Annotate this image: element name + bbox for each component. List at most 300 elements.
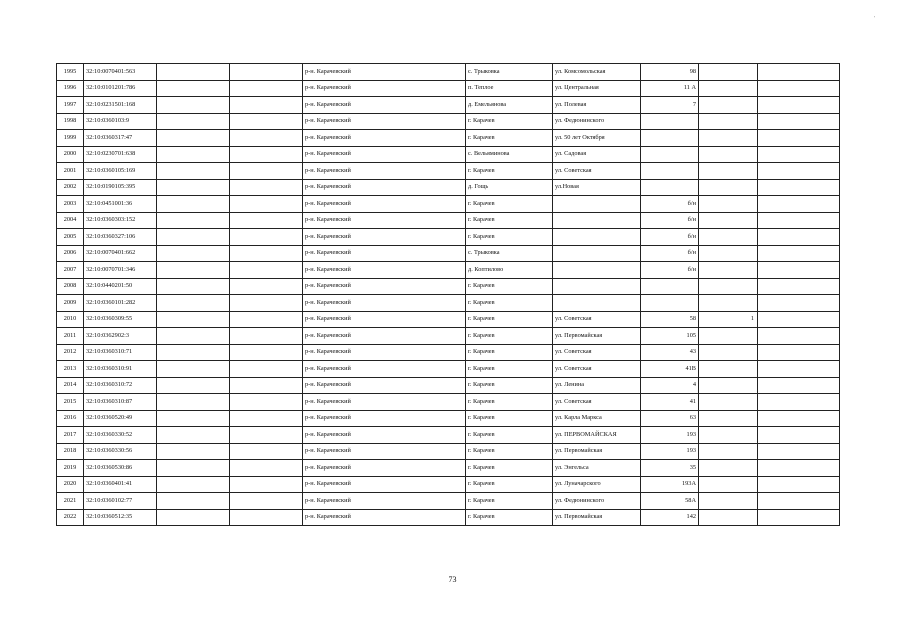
page-number: 73	[448, 575, 457, 584]
street-cell: ул. Садовая	[553, 146, 641, 163]
street-cell	[553, 295, 641, 312]
extra-value-cell	[699, 229, 758, 246]
table-row	[57, 113, 840, 130]
district-cell: р-н. Карачевский	[303, 113, 466, 130]
empty-cell	[230, 278, 303, 295]
district-cell: р-н. Карачевский	[303, 328, 466, 345]
row-number-cell: 2013	[57, 361, 84, 378]
row-number-cell: 2011	[57, 328, 84, 345]
row-number-cell: 2001	[57, 163, 84, 180]
district-cell: р-н. Карачевский	[303, 262, 466, 279]
locality-cell: п. Теплое	[466, 80, 553, 97]
extra-value-cell: 1	[699, 311, 758, 328]
street-cell: ул. Ленина	[553, 377, 641, 394]
locality-cell: г. Карачев	[466, 130, 553, 147]
extra-value-cell	[699, 295, 758, 312]
empty-cell	[230, 229, 303, 246]
row-number-cell: 2021	[57, 493, 84, 510]
district-cell: р-н. Карачевский	[303, 295, 466, 312]
empty-cell	[157, 80, 230, 97]
street-cell	[553, 229, 641, 246]
locality-cell: д. Емельянова	[466, 97, 553, 114]
cadastral-number-cell: 32:10:0451001:36	[84, 196, 157, 213]
empty-cell	[758, 113, 840, 130]
cadastral-number-cell: 32:10:0360530:86	[84, 460, 157, 477]
empty-cell	[758, 196, 840, 213]
table-row	[57, 377, 840, 394]
district-cell: р-н. Карачевский	[303, 229, 466, 246]
locality-cell: г. Карачев	[466, 196, 553, 213]
cadastral-number-cell: 32:10:0362902:3	[84, 328, 157, 345]
empty-cell	[157, 146, 230, 163]
empty-cell	[230, 245, 303, 262]
empty-cell	[157, 229, 230, 246]
district-cell: р-н. Карачевский	[303, 64, 466, 81]
house-number-cell	[641, 179, 699, 196]
house-number-cell: 63	[641, 410, 699, 427]
table-row	[57, 493, 840, 510]
locality-cell: г. Карачев	[466, 427, 553, 444]
locality-cell: г. Карачев	[466, 212, 553, 229]
district-cell: р-н. Карачевский	[303, 278, 466, 295]
empty-cell	[157, 295, 230, 312]
cadastral-number-cell: 32:10:0360330:56	[84, 443, 157, 460]
empty-cell	[758, 493, 840, 510]
cadastral-number-cell: 32:10:0360330:52	[84, 427, 157, 444]
table-row	[57, 460, 840, 477]
row-number-cell: 2007	[57, 262, 84, 279]
table-row	[57, 196, 840, 213]
empty-cell	[157, 410, 230, 427]
locality-cell: г. Карачев	[466, 493, 553, 510]
cadastral-number-cell: 32:10:0190105:395	[84, 179, 157, 196]
locality-cell: г. Карачев	[466, 377, 553, 394]
table-row	[57, 179, 840, 196]
district-cell: р-н. Карачевский	[303, 377, 466, 394]
extra-value-cell	[699, 344, 758, 361]
extra-value-cell	[699, 460, 758, 477]
empty-cell	[230, 460, 303, 477]
district-cell: р-н. Карачевский	[303, 427, 466, 444]
district-cell: р-н. Карачевский	[303, 196, 466, 213]
extra-value-cell	[699, 278, 758, 295]
house-number-cell: 98	[641, 64, 699, 81]
street-cell: ул. Луначарского	[553, 476, 641, 493]
street-cell: ул. ПЕРВОМАЙСКАЯ	[553, 427, 641, 444]
extra-value-cell	[699, 476, 758, 493]
table-row	[57, 410, 840, 427]
empty-cell	[157, 427, 230, 444]
street-cell	[553, 262, 641, 279]
table-row	[57, 394, 840, 411]
cadastral-number-cell: 32:10:0230701:638	[84, 146, 157, 163]
empty-cell	[230, 509, 303, 526]
extra-value-cell	[699, 146, 758, 163]
empty-cell	[758, 410, 840, 427]
empty-cell	[758, 229, 840, 246]
district-cell: р-н. Карачевский	[303, 361, 466, 378]
street-cell	[553, 278, 641, 295]
house-number-cell: 193	[641, 427, 699, 444]
locality-cell: д. Гощь	[466, 179, 553, 196]
cadastral-number-cell: 32:10:0360310:87	[84, 394, 157, 411]
row-number-cell: 2005	[57, 229, 84, 246]
row-number-cell: 2004	[57, 212, 84, 229]
house-number-cell: 41В	[641, 361, 699, 378]
street-cell: ул. Энгельса	[553, 460, 641, 477]
empty-cell	[230, 262, 303, 279]
empty-cell	[758, 64, 840, 81]
table-row	[57, 64, 840, 81]
registry-table	[56, 63, 840, 526]
locality-cell: г. Карачев	[466, 361, 553, 378]
locality-cell: г. Карачев	[466, 278, 553, 295]
extra-value-cell	[699, 212, 758, 229]
district-cell: р-н. Карачевский	[303, 460, 466, 477]
empty-cell	[230, 328, 303, 345]
extra-value-cell	[699, 427, 758, 444]
empty-cell	[230, 97, 303, 114]
table-row	[57, 476, 840, 493]
empty-cell	[157, 64, 230, 81]
locality-cell: г. Карачев	[466, 460, 553, 477]
empty-cell	[230, 130, 303, 147]
street-cell: ул. Карла Маркса	[553, 410, 641, 427]
empty-cell	[157, 163, 230, 180]
house-number-cell: 193А	[641, 476, 699, 493]
district-cell: р-н. Карачевский	[303, 163, 466, 180]
extra-value-cell	[699, 179, 758, 196]
table-row	[57, 295, 840, 312]
empty-cell	[157, 311, 230, 328]
house-number-cell	[641, 163, 699, 180]
empty-cell	[157, 328, 230, 345]
table-row	[57, 245, 840, 262]
street-cell: ул. Советская	[553, 344, 641, 361]
empty-cell	[758, 130, 840, 147]
empty-cell	[230, 361, 303, 378]
extra-value-cell	[699, 410, 758, 427]
empty-cell	[157, 113, 230, 130]
extra-value-cell	[699, 80, 758, 97]
row-number-cell: 2014	[57, 377, 84, 394]
empty-cell	[157, 262, 230, 279]
locality-cell: с. Трыковка	[466, 245, 553, 262]
house-number-cell: 41	[641, 394, 699, 411]
table-row	[57, 328, 840, 345]
house-number-cell: 11 А	[641, 80, 699, 97]
house-number-cell: 7	[641, 97, 699, 114]
empty-cell	[230, 377, 303, 394]
row-number-cell: 2017	[57, 427, 84, 444]
district-cell: р-н. Карачевский	[303, 394, 466, 411]
cadastral-number-cell: 32:10:0360101:282	[84, 295, 157, 312]
empty-cell	[157, 245, 230, 262]
empty-cell	[758, 295, 840, 312]
street-cell: ул.Новая	[553, 179, 641, 196]
empty-cell	[157, 97, 230, 114]
house-number-cell: б/н	[641, 196, 699, 213]
locality-cell: г. Карачев	[466, 476, 553, 493]
district-cell: р-н. Карачевский	[303, 179, 466, 196]
locality-cell: г. Карачев	[466, 328, 553, 345]
cadastral-number-cell: 32:10:0360310:71	[84, 344, 157, 361]
house-number-cell	[641, 278, 699, 295]
row-number-cell: 1999	[57, 130, 84, 147]
extra-value-cell	[699, 394, 758, 411]
row-number-cell: 2015	[57, 394, 84, 411]
empty-cell	[230, 410, 303, 427]
district-cell: р-н. Карачевский	[303, 80, 466, 97]
empty-cell	[230, 80, 303, 97]
extra-value-cell	[699, 245, 758, 262]
district-cell: р-н. Карачевский	[303, 344, 466, 361]
street-cell: ул. Федюнинского	[553, 113, 641, 130]
locality-cell: с. Трыковка	[466, 64, 553, 81]
house-number-cell: 142	[641, 509, 699, 526]
empty-cell	[758, 377, 840, 394]
empty-cell	[157, 344, 230, 361]
cadastral-number-cell: 32:10:0360310:91	[84, 361, 157, 378]
row-number-cell: 2002	[57, 179, 84, 196]
district-cell: р-н. Карачевский	[303, 493, 466, 510]
row-number-cell: 2022	[57, 509, 84, 526]
cadastral-number-cell: 32:10:0360102:77	[84, 493, 157, 510]
empty-cell	[230, 295, 303, 312]
empty-cell	[758, 179, 840, 196]
street-cell: ул. Федюнинского	[553, 493, 641, 510]
house-number-cell: 58А	[641, 493, 699, 510]
corner-mark: '	[874, 16, 876, 22]
street-cell: ул. Первомайская	[553, 443, 641, 460]
cadastral-number-cell: 32:10:0070401:563	[84, 64, 157, 81]
extra-value-cell	[699, 443, 758, 460]
house-number-cell: 105	[641, 328, 699, 345]
extra-value-cell	[699, 113, 758, 130]
street-cell: ул. Советская	[553, 163, 641, 180]
empty-cell	[758, 245, 840, 262]
empty-cell	[230, 146, 303, 163]
table-row	[57, 229, 840, 246]
street-cell: ул. Первомайская	[553, 328, 641, 345]
locality-cell: г. Карачев	[466, 229, 553, 246]
table-row	[57, 361, 840, 378]
extra-value-cell	[699, 262, 758, 279]
cadastral-number-cell: 32:10:0070401:662	[84, 245, 157, 262]
row-number-cell: 1996	[57, 80, 84, 97]
street-cell	[553, 196, 641, 213]
empty-cell	[230, 427, 303, 444]
extra-value-cell	[699, 196, 758, 213]
empty-cell	[157, 212, 230, 229]
row-number-cell: 2008	[57, 278, 84, 295]
district-cell: р-н. Карачевский	[303, 97, 466, 114]
locality-cell: г. Карачев	[466, 394, 553, 411]
extra-value-cell	[699, 377, 758, 394]
table-body	[57, 64, 840, 526]
house-number-cell: б/н	[641, 229, 699, 246]
row-number-cell: 2009	[57, 295, 84, 312]
empty-cell	[230, 179, 303, 196]
cadastral-number-cell: 32:10:0360310:72	[84, 377, 157, 394]
cadastral-number-cell: 32:10:0360303:152	[84, 212, 157, 229]
empty-cell	[230, 212, 303, 229]
empty-cell	[157, 476, 230, 493]
extra-value-cell	[699, 328, 758, 345]
table-row	[57, 344, 840, 361]
table-row	[57, 427, 840, 444]
locality-cell: с. Вельяминова	[466, 146, 553, 163]
extra-value-cell	[699, 64, 758, 81]
table-row	[57, 262, 840, 279]
cadastral-number-cell: 32:10:0360520:49	[84, 410, 157, 427]
house-number-cell	[641, 295, 699, 312]
district-cell: р-н. Карачевский	[303, 509, 466, 526]
cadastral-number-cell: 32:10:0360309:55	[84, 311, 157, 328]
district-cell: р-н. Карачевский	[303, 476, 466, 493]
empty-cell	[758, 460, 840, 477]
empty-cell	[758, 262, 840, 279]
row-number-cell: 1998	[57, 113, 84, 130]
empty-cell	[758, 443, 840, 460]
empty-cell	[157, 278, 230, 295]
empty-cell	[157, 361, 230, 378]
empty-cell	[157, 130, 230, 147]
street-cell: ул. 50 лет Октября	[553, 130, 641, 147]
extra-value-cell	[699, 493, 758, 510]
cadastral-number-cell: 32:10:0360401:41	[84, 476, 157, 493]
empty-cell	[230, 311, 303, 328]
locality-cell: г. Карачев	[466, 509, 553, 526]
empty-cell	[758, 97, 840, 114]
row-number-cell: 2012	[57, 344, 84, 361]
empty-cell	[758, 80, 840, 97]
row-number-cell: 2003	[57, 196, 84, 213]
locality-cell: г. Карачев	[466, 295, 553, 312]
cadastral-number-cell: 32:10:0231501:168	[84, 97, 157, 114]
locality-cell: г. Карачев	[466, 113, 553, 130]
empty-cell	[230, 443, 303, 460]
empty-cell	[230, 344, 303, 361]
empty-cell	[157, 460, 230, 477]
empty-cell	[157, 443, 230, 460]
house-number-cell	[641, 130, 699, 147]
empty-cell	[157, 493, 230, 510]
cadastral-number-cell: 32:10:0360103:9	[84, 113, 157, 130]
house-number-cell	[641, 146, 699, 163]
empty-cell	[157, 179, 230, 196]
district-cell: р-н. Карачевский	[303, 130, 466, 147]
house-number-cell: 4	[641, 377, 699, 394]
street-cell: ул. Советская	[553, 361, 641, 378]
table-row	[57, 97, 840, 114]
street-cell: ул. Советская	[553, 311, 641, 328]
empty-cell	[230, 113, 303, 130]
row-number-cell: 2006	[57, 245, 84, 262]
empty-cell	[157, 196, 230, 213]
row-number-cell: 2020	[57, 476, 84, 493]
extra-value-cell	[699, 163, 758, 180]
street-cell: ул. Первомайская	[553, 509, 641, 526]
district-cell: р-н. Карачевский	[303, 443, 466, 460]
house-number-cell	[641, 113, 699, 130]
empty-cell	[758, 311, 840, 328]
cadastral-number-cell: 32:10:0360327:106	[84, 229, 157, 246]
empty-cell	[230, 64, 303, 81]
empty-cell	[758, 344, 840, 361]
district-cell: р-н. Карачевский	[303, 212, 466, 229]
empty-cell	[157, 394, 230, 411]
extra-value-cell	[699, 97, 758, 114]
table-row	[57, 163, 840, 180]
house-number-cell: 58	[641, 311, 699, 328]
table-row	[57, 212, 840, 229]
district-cell: р-н. Карачевский	[303, 410, 466, 427]
street-cell: ул. Советская	[553, 394, 641, 411]
locality-cell: д. Коптилово	[466, 262, 553, 279]
locality-cell: г. Карачев	[466, 344, 553, 361]
cadastral-number-cell: 32:10:0440201:50	[84, 278, 157, 295]
street-cell	[553, 245, 641, 262]
house-number-cell: 35	[641, 460, 699, 477]
cadastral-number-cell: 32:10:0070701:346	[84, 262, 157, 279]
locality-cell: г. Карачев	[466, 443, 553, 460]
row-number-cell: 2000	[57, 146, 84, 163]
empty-cell	[758, 212, 840, 229]
table-row	[57, 130, 840, 147]
street-cell	[553, 212, 641, 229]
house-number-cell: б/н	[641, 212, 699, 229]
table-row	[57, 146, 840, 163]
cadastral-number-cell: 32:10:0101201:786	[84, 80, 157, 97]
cadastral-number-cell: 32:10:0360512:35	[84, 509, 157, 526]
table-row	[57, 311, 840, 328]
extra-value-cell	[699, 509, 758, 526]
street-cell: ул. Центральная	[553, 80, 641, 97]
empty-cell	[758, 509, 840, 526]
extra-value-cell	[699, 130, 758, 147]
cadastral-number-cell: 32:10:0360317:47	[84, 130, 157, 147]
house-number-cell: 43	[641, 344, 699, 361]
table-row	[57, 509, 840, 526]
empty-cell	[157, 377, 230, 394]
table-row	[57, 80, 840, 97]
row-number-cell: 2016	[57, 410, 84, 427]
empty-cell	[758, 328, 840, 345]
row-number-cell: 2010	[57, 311, 84, 328]
empty-cell	[758, 394, 840, 411]
row-number-cell: 2018	[57, 443, 84, 460]
locality-cell: г. Карачев	[466, 163, 553, 180]
empty-cell	[758, 476, 840, 493]
district-cell: р-н. Карачевский	[303, 311, 466, 328]
table-row	[57, 443, 840, 460]
locality-cell: г. Карачев	[466, 410, 553, 427]
district-cell: р-н. Карачевский	[303, 146, 466, 163]
empty-cell	[157, 509, 230, 526]
cadastral-number-cell: 32:10:0360105:169	[84, 163, 157, 180]
empty-cell	[230, 394, 303, 411]
empty-cell	[230, 493, 303, 510]
house-number-cell: б/н	[641, 245, 699, 262]
district-cell: р-н. Карачевский	[303, 245, 466, 262]
empty-cell	[230, 476, 303, 493]
row-number-cell: 2019	[57, 460, 84, 477]
house-number-cell: 193	[641, 443, 699, 460]
row-number-cell: 1995	[57, 64, 84, 81]
locality-cell: г. Карачев	[466, 311, 553, 328]
table-row	[57, 278, 840, 295]
